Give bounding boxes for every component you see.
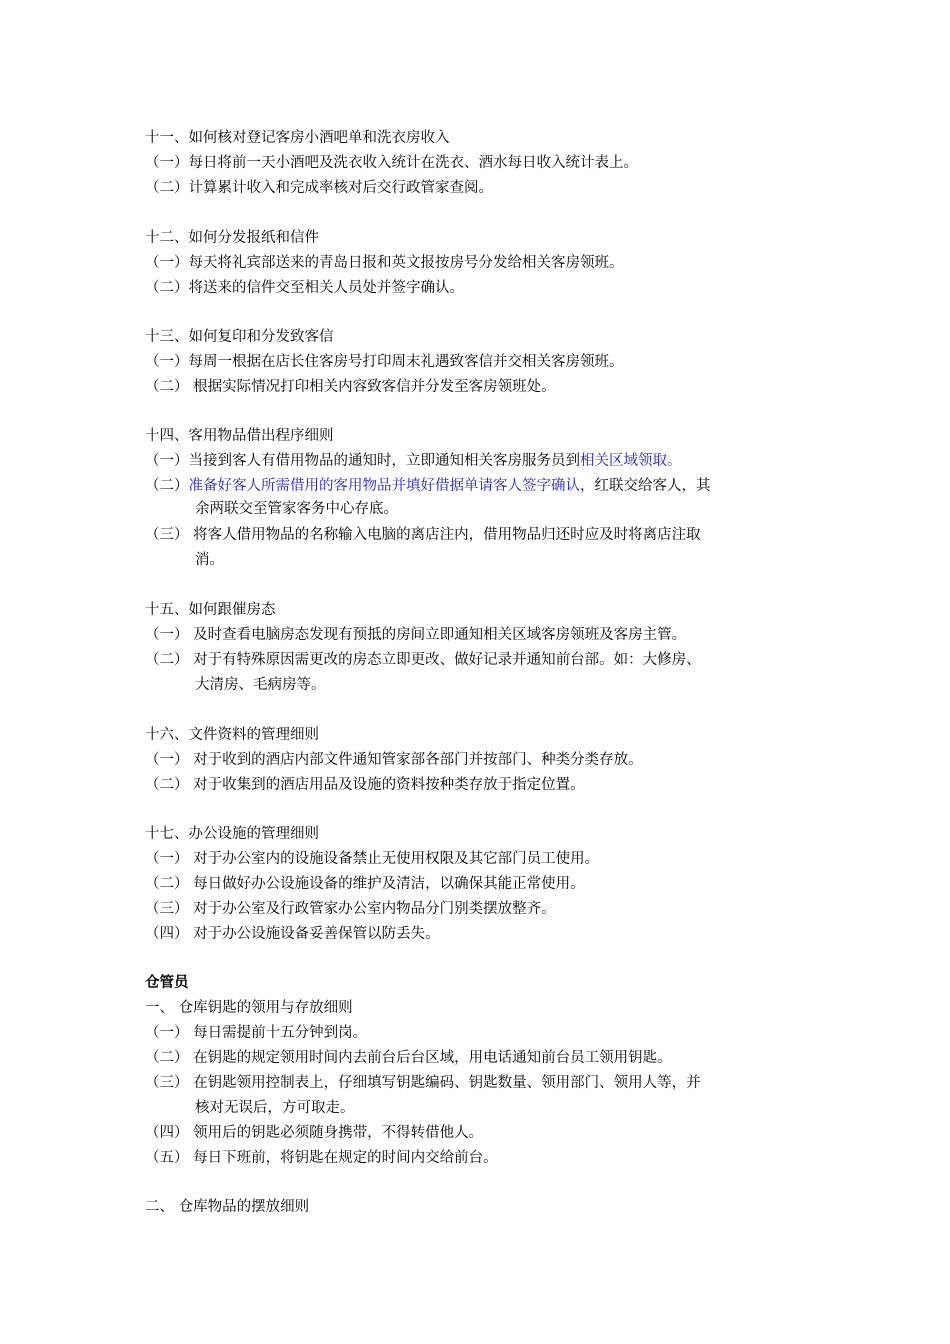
list-item: （二） 对于有特殊原因需更改的房态立即更改、做好记录并通知前台部。如：大修房、 — [145, 652, 701, 668]
section-heading: 二、 仓库物品的摆放细则 — [145, 1199, 310, 1215]
list-item — [145, 451, 682, 471]
list-item: （四） 领用后的钥匙必须随身携带，不得转借他人。 — [145, 1125, 484, 1141]
list-item: （三） 在钥匙领用控制表上，仔细填写钥匙编码、钥匙数量、领用部门、领用人等，并 — [145, 1075, 701, 1091]
section-title: 仓管员 — [145, 975, 189, 991]
list-item: （一） 对于收到的酒店内部文件通知管家部各部门并按部门、种类分类存放。 — [145, 752, 643, 768]
highlighted-text: 相关区域领取。 — [580, 453, 682, 469]
section-heading: 十二、如何分发报纸和信件 — [145, 230, 319, 246]
list-item: （二）计算累计收入和完成率核对后交行政管家查阅。 — [145, 180, 493, 196]
list-item: （二） 每日做好办公设施设备的维护及清洁，以确保其能正常使用。 — [145, 876, 585, 892]
section-heading: 十六、文件资料的管理细则 — [145, 727, 319, 743]
list-item: （一）每天将礼宾部送来的青岛日报和英文报按房号分发给相关客房领班。 — [145, 255, 624, 271]
list-item: （五） 每日下班前，将钥匙在规定的时间内交给前台。 — [145, 1150, 498, 1166]
list-item: （一） 每日需提前十五分钟到岗。 — [145, 1025, 368, 1041]
section-heading: 十四、客用物品借出程序细则 — [145, 428, 334, 444]
section-heading: 十一、如何核对登记客房小酒吧单和洗衣房收入 — [145, 130, 450, 146]
list-item: （一）每周一根据在店长住客房号打印周末礼遇致客信并交相关客房领班。 — [145, 354, 624, 370]
list-item: （三） 对于办公室及行政管家办公室内物品分门别类摆放整齐。 — [145, 901, 556, 917]
list-item: （一）每日将前一天小酒吧及洗衣收入统计在洗衣、酒水每日收入统计表上。 — [145, 155, 638, 171]
list-item: （二） 根据实际情况打印相关内容致客信并分发至客房领班处。 — [145, 379, 556, 395]
list-item: （一） 对于办公室内的设施设备禁止无使用权限及其它部门员工使用。 — [145, 851, 600, 867]
section-heading: 十五、如何跟催房态 — [145, 602, 276, 618]
list-item: （二） 对于收集到的酒店用品及设施的资料按种类存放于指定位置。 — [145, 777, 585, 793]
list-item: （二） 在钥匙的规定领用时间内去前台后台区域，用电话通知前台员工领用钥匙。 — [145, 1050, 672, 1066]
section-heading: 十七、办公设施的管理细则 — [145, 826, 319, 842]
highlighted-text: 准备好客人所需借用的客用物品并填好借据单请客人签字确认 — [188, 478, 580, 494]
list-item-continuation: 大清房、毛病房等。 — [195, 677, 326, 693]
list-item: （三） 将客人借用物品的名称输入电脑的离店注内，借用物品归还时应及时将离店注取 — [145, 527, 701, 543]
item-number: （二） — [145, 478, 189, 494]
list-item — [145, 476, 711, 496]
list-item: （一） 及时查看电脑房态发现有预抵的房间立即通知相关区域客房领班及客房主管。 — [145, 627, 687, 643]
section-heading: 十三、如何复印和分发致客信 — [145, 329, 334, 345]
list-item-continuation: 消。 — [195, 552, 224, 568]
section-heading: 一、 仓库钥匙的领用与存放细则 — [145, 1000, 353, 1016]
list-item: （四） 对于办公设施设备妥善保管以防丢失。 — [145, 926, 440, 942]
list-item-continuation: 核对无误后，方可取走。 — [195, 1100, 355, 1116]
item-text: ，红联交给客人，其 — [580, 478, 711, 494]
list-item-continuation: 余两联交至管家客务中心存底。 — [195, 501, 398, 517]
list-item: （二）将送来的信件交至相关人员处并签字确认。 — [145, 280, 464, 296]
item-text: （一）当接到客人有借用物品的通知时，立即通知相关客房服务员到 — [145, 453, 580, 469]
